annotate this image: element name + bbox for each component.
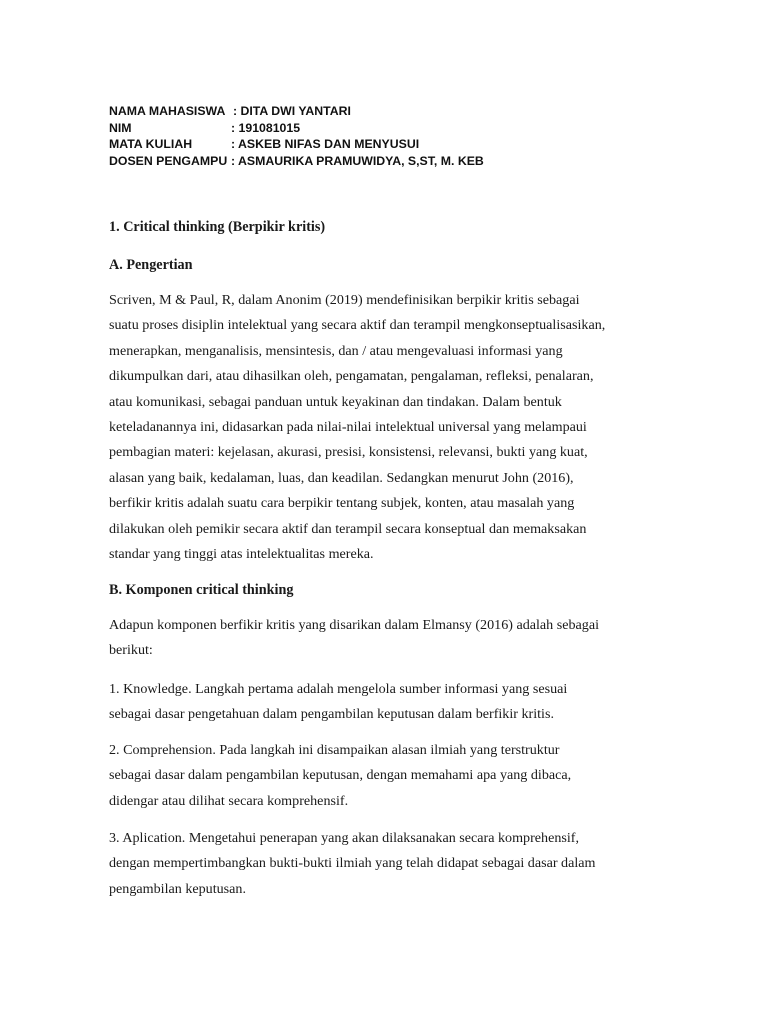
text-line: standar yang tinggi atas intelektualitas mereka. (109, 546, 374, 563)
header-value: : DITA DWI YANTARI (233, 104, 351, 118)
text-line: berikut: (109, 642, 153, 659)
header-row-lecturer (109, 153, 484, 170)
header-value: : ASMAURIKA PRAMUWIDYA, S,ST, M. KEB (231, 154, 484, 169)
subsection-title-pengertian: A. Pengertian (109, 257, 193, 273)
text-line: 2. Comprehension. Pada langkah ini disampaikan alasan ilmiah yang terstruktur (109, 742, 560, 758)
text-line: Adapun komponen berfikir kritis yang disarikan dalam Elmansy (2016) adalah sebagai (109, 617, 600, 633)
text-line: pembagian materi: kejelasan, akurasi, presisi, konsistensi, relevansi, bukti yang kuat, (109, 444, 588, 461)
text-line: dilakukan oleh pemikir secara aktif dan terampil secara konseptual dan memaksakan (109, 520, 587, 537)
text-line: suatu proses disiplin intelektual yang secara aktif dan terampil mengkonseptualisasikan, (109, 317, 606, 334)
text-line: menerapkan, menganalisis, mensintesis, dan / atau mengevaluasi informasi yang (109, 342, 563, 359)
header-row-student-name (109, 103, 484, 120)
student-info-header (109, 103, 484, 170)
text-line: Scriven, M & Paul, R, dalam Anonim (2019) mendefinisikan berpikir kritis sebagai (109, 292, 580, 308)
text-line: dikumpulkan dari, atau dihasilkan oleh, pengamatan, pengalaman, refleksi, penalaran, (109, 368, 594, 385)
text-line: keteladanannya ini, didasarkan pada nilai-nilai intelektual universal yang melampaui (109, 419, 587, 436)
text-line: 3. Aplication. Mengetahui penerapan yang akan dilaksanakan secara komprehensif, (109, 830, 580, 846)
list-item-knowledge (109, 677, 669, 728)
section-title-critical-thinking: 1. Critical thinking (Berpikir kritis) (109, 219, 326, 235)
header-row-course (109, 136, 484, 153)
header-label: MATA KULIAH (109, 137, 193, 152)
list-item-comprehension (109, 738, 669, 814)
text-line: 1. Knowledge. Langkah pertama adalah mengelola sumber informasi yang sesuai (109, 681, 568, 697)
header-label: NAMA MAHASISWA (109, 104, 226, 118)
header-value: : 191081015 (231, 120, 301, 135)
header-label: NIM (109, 120, 132, 135)
text-line: sebagai dasar dalam pengambilan keputusan, dengan memahami apa yang dibaca, (109, 767, 572, 784)
text-line: berfikir kritis adalah suatu cara berpikir tentang subjek, konten, atau masalah yang (109, 495, 575, 512)
text-line: sebagai dasar pengetahuan dalam pengambilan keputusan dalam berfikir kritis. (109, 706, 554, 723)
text-line: didengar atau dilihat secara komprehensif. (109, 792, 349, 809)
text-line: atau komunikasi, sebagai panduan untuk keyakinan dan tindakan. Dalam bentuk (109, 393, 562, 410)
header-value: : ASKEB NIFAS DAN MENYUSUI (231, 137, 420, 152)
list-item-application (109, 826, 669, 902)
text-line: alasan yang baik, kedalaman, luas, dan keadilan. Sedangkan menurut John (2016), (109, 469, 574, 486)
header-label: DOSEN PENGAMPU (109, 154, 228, 169)
header-row-nim (109, 120, 484, 137)
paragraph-pengertian (109, 288, 669, 567)
paragraph-komponen-intro (109, 613, 669, 664)
text-line: dengan mempertimbangkan bukti-bukti ilmiah yang telah didapat sebagai dasar dalam (109, 855, 596, 872)
text-line: pengambilan keputusan. (109, 880, 246, 897)
subsection-title-komponen: B. Komponen critical thinking (109, 582, 294, 598)
